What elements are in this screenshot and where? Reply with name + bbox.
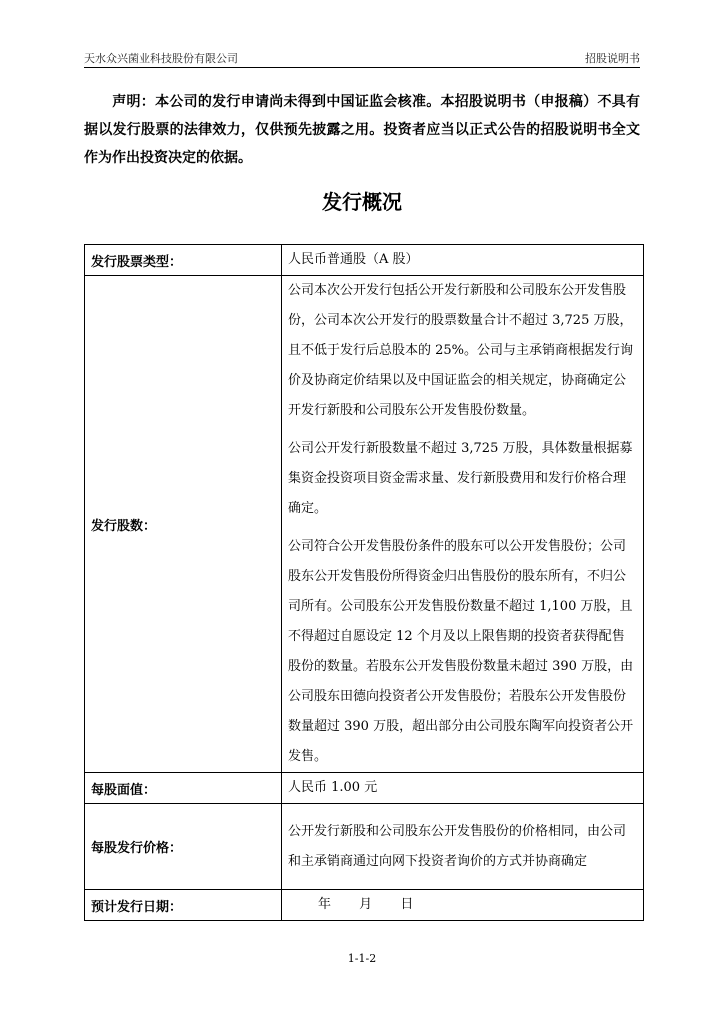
header-document-type: 招股说明书 bbox=[585, 52, 640, 65]
row-value: 公开发行新股和公司股东公开发售股份的价格相同，由公司和主承销商通过向网下投资者询价的方式并协商确定 bbox=[282, 804, 644, 890]
date-day-label: 日 bbox=[400, 897, 414, 912]
date-year-label: 年 bbox=[318, 897, 332, 912]
table-row bbox=[85, 890, 644, 921]
row-value: 人民币普通股（A 股） bbox=[282, 245, 644, 276]
row-label: 发行股票类型： bbox=[85, 245, 282, 276]
header-company-name: 天水众兴菌业科技股份有限公司 bbox=[84, 52, 238, 65]
paragraph: 公司公开发行新股数量不超过 3,725 万股，具体数量根据募集资金投资项目资金需求量、发行新股费用和发行价格合理确定。 bbox=[288, 441, 633, 516]
paragraph: 公司本次公开发行包括公开发行新股和公司股东公开发售股份，公司本次公开发行的股票数量合计不超过 3,725 万股，且不低于发行后总股本的 25%。公司与主承销商根据发行询价及协商定价结果以及中国证监会的相关规定，协商确定公开发行新股和公司股东公开发售股份数量。 bbox=[288, 283, 634, 418]
row-value: 人民币 1.00 元 bbox=[282, 773, 644, 804]
disclaimer-statement bbox=[84, 88, 640, 172]
section-title: 发行概况 bbox=[322, 190, 402, 214]
table-row bbox=[85, 773, 644, 804]
row-label: 每股面值： bbox=[85, 773, 282, 804]
row-label: 发行股数： bbox=[85, 276, 282, 773]
paragraph: 公司符合公开发售股份条件的股东可以公开发售股份；公司股东公开发售股份所得资金归出售股份的股东所有，不归公司所有。公司股东公开发售股份数量不超过 1,100 万股，且不得超过自愿设定 12 个月及以上限售期的投资者获得配售股份的数量。若股东公开发售股份数量未超过 390 万股，由公司股东田德向投资者公开发售股份；若股东公开发售股份数量超过 390 万股，超出部分由公司股东陶军向投资者公开发售。 bbox=[288, 539, 634, 764]
table-row bbox=[85, 804, 644, 890]
row-label: 预计发行日期： bbox=[85, 890, 282, 921]
page-header bbox=[84, 47, 640, 68]
page-number: 1-1-2 bbox=[347, 952, 377, 965]
issuance-overview-table bbox=[84, 244, 644, 921]
table-row bbox=[85, 276, 644, 773]
date-month-label: 月 bbox=[359, 897, 373, 912]
row-label: 每股发行价格： bbox=[85, 804, 282, 890]
row-value bbox=[282, 276, 644, 773]
row-value bbox=[282, 890, 644, 921]
table-row bbox=[85, 245, 644, 276]
disclaimer-text: 声明：本公司的发行申请尚未得到中国证监会核准。本招股说明书（申报稿）不具有据以发行股票的法律效力，仅供预先披露之用。投资者应当以正式公告的招股说明书全文作为作出投资决定的依据。 bbox=[84, 94, 640, 166]
